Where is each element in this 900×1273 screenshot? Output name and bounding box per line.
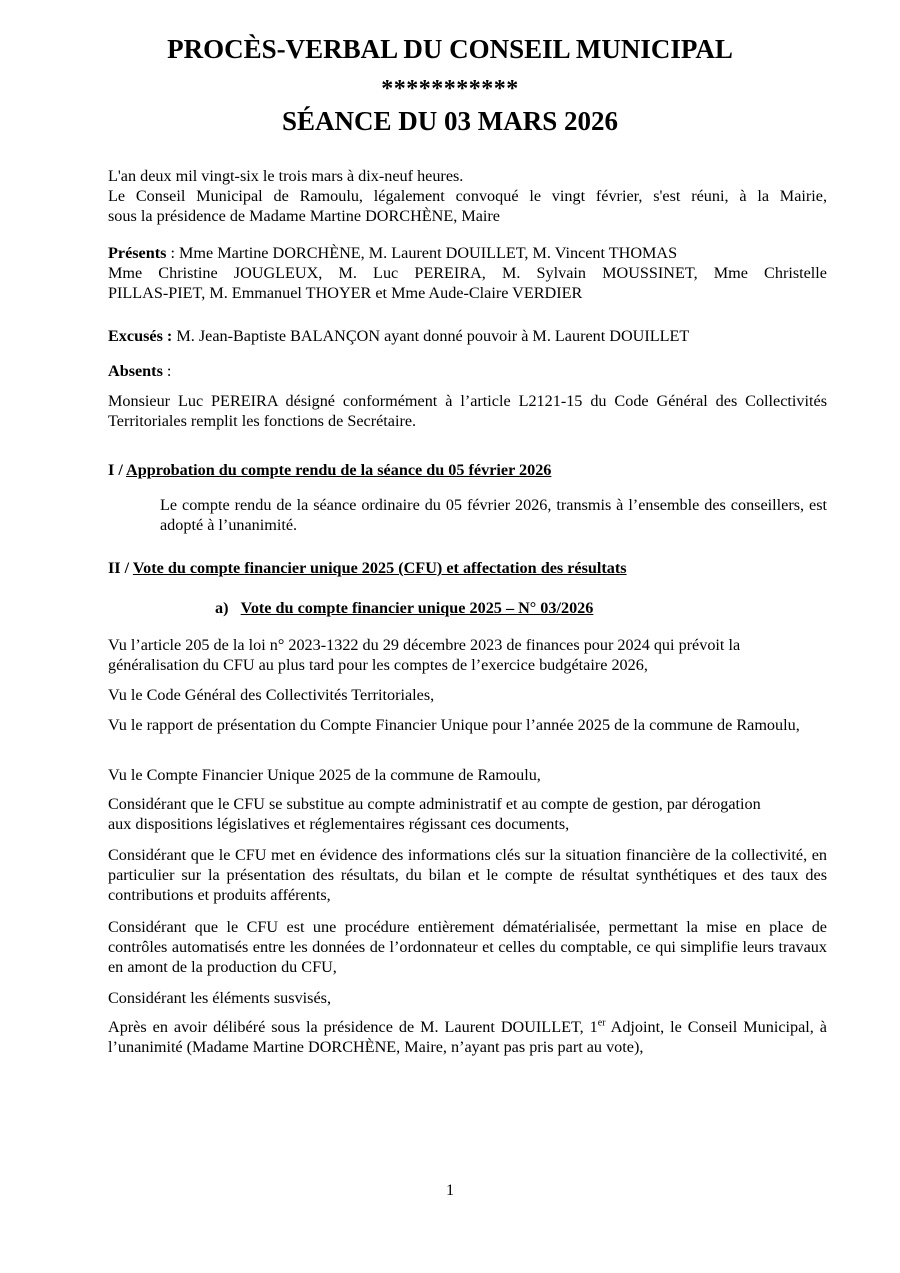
section1-text: Le compte rendu de la séance ordinaire du 05 février 2026, transmis à l’ensemble des conseillers, est adopté à l’unanimité. [160,496,827,534]
paragraph-line: Considérant que le CFU se substitue au compte administratif et au compte de gestion, par dérogation [108,795,761,813]
section1-number: I / [108,461,126,479]
excused-text: M. Jean-Baptiste BALANÇON ayant donné pouvoir à M. Laurent DOUILLET [172,327,690,345]
intro-paragraph [108,166,827,226]
section1-title: Approbation du compte rendu de la séance du 05 février 2026 [126,461,552,479]
intro-line: Le Conseil Municipal de Ramoulu, légalement convoqué le vingt février, s'est réuni, à la Mairie, [108,187,827,205]
subsection-letter: a) [215,599,229,617]
page-number: 1 [445,1181,455,1199]
intro-line: sous la présidence de Madame Martine DORCHÈNE, Maire [108,207,500,225]
document-title: PROCÈS-VERBAL DU CONSEIL MUNICIPAL [167,34,733,64]
title-separator: *********** [381,76,519,102]
deliberation-text: Après en avoir délibéré sous la présidence de M. Laurent DOUILLET, 1 [108,1018,598,1036]
excused-label: Excusés : [108,327,173,345]
section1-heading [108,460,827,480]
vu-code-paragraph: Vu le Code Général des Collectivités Territoriales, [108,686,435,704]
present-label: Présents [108,244,167,262]
section2-heading [108,558,827,578]
section2-number: II / [108,559,133,577]
secretary-paragraph: Monsieur Luc PEREIRA désigné conformément à l’article L2121-15 du Code Général des Collectivités Territoriales remplit les fonctions de Secrétaire. [108,392,827,430]
present-names: PILLAS-PIET, M. Emmanuel THOYER et Mme Aude-Claire VERDIER [108,284,583,302]
intro-line: L'an deux mil vingt-six le trois mars à dix-neuf heures. [108,167,464,185]
excused-line [108,326,827,346]
subsection-title: Vote du compte financier unique 2025 – N° 03/2026 [240,599,594,617]
section2-title: Vote du compte financier unique 2025 (CFU) et affectation des résultats [132,559,627,577]
absent-text: : [162,362,172,380]
considerant-dematerialisee-paragraph: Considérant que le CFU est une procédure entièrement dématérialisée, permettant la mise en place de contrôles automatisés entre les données de l’ordonnateur et celles du comptable, ce qui simplifie leurs travaux en amont de la production du CFU, [108,918,827,976]
absent-line [108,361,827,381]
absent-label: Absents [108,362,163,380]
present-names: Mme Christine JOUGLEUX, M. Luc PEREIRA, M. Sylvain MOUSSINET, Mme Christelle [108,264,827,282]
subsection-a-heading [215,598,593,618]
vu-article-paragraph [108,635,827,675]
paragraph-line: Vu l’article 205 de la loi n° 2023-1322 du 29 décembre 2023 de finances pour 2024 qui prévoit la [108,636,741,654]
deliberation-text: Adjoint, le Conseil Municipal, à l’unanimité (Madame Martine DORCHÈNE, Maire, n’ayant pas pris part au vote), [108,1018,827,1056]
paragraph-line: généralisation du CFU au plus tard pour les comptes de l’exercice budgétaire 2026, [108,656,648,674]
considerant-elements-paragraph: Considérant les éléments susvisés, [108,989,331,1007]
considerant-informations-paragraph: Considérant que le CFU met en évidence des informations clés sur la situation financière de la collectivité, en particulier sur la présentation des résultats, du bilan et le compte de résultat synthétiques et des taux des contributions et produits afférents, [108,846,827,904]
deliberation-paragraph [108,1017,827,1057]
paragraph-line: aux dispositions législatives et réglementaires régissant ces documents, [108,815,570,833]
deliberation-superscript: er [597,1017,606,1029]
present-names: : Mme Martine DORCHÈNE, M. Laurent DOUILLET, M. Vincent THOMAS [166,244,678,262]
considerant-substitution-paragraph [108,794,827,834]
session-title: SÉANCE DU 03 MARS 2026 [281,106,619,136]
vu-cfu-paragraph: Vu le Compte Financier Unique 2025 de la commune de Ramoulu, [108,766,541,784]
present-list [108,243,827,303]
vu-rapport-paragraph: Vu le rapport de présentation du Compte Financier Unique pour l’année 2025 de la commune de Ramoulu, [108,716,800,734]
